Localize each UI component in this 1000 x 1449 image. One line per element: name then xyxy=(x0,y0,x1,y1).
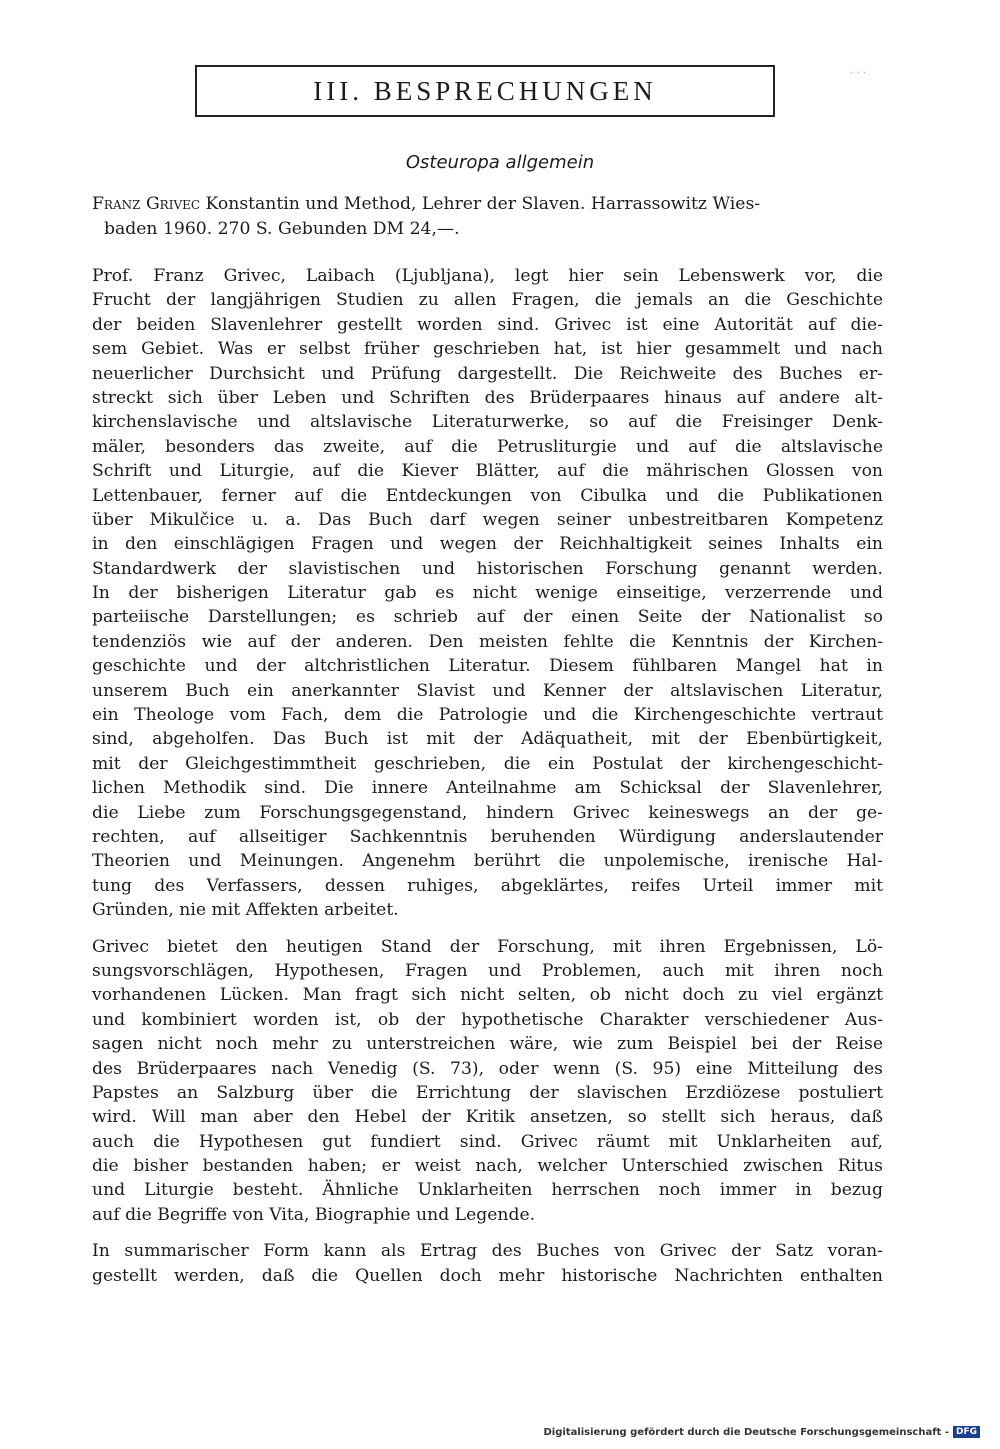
text-line: Gründen, nie mit Affekten arbeitet. xyxy=(92,900,399,921)
text-line: auch die Hypothesen gut fundiert sind. Grivec räumt mit Unklarheiten auf, xyxy=(92,1131,883,1152)
page-title: III. BESPRECHUNGEN xyxy=(313,75,657,106)
text-line: streckt sich über Leben und Schriften des Brüderpaares hinaus auf andere alt- xyxy=(92,387,883,408)
text-line: kirchenslavische und altslavische Literaturwerke, so auf die Freisinger Denk- xyxy=(92,412,883,433)
text-line: neuerlicher Durchsicht und Prüfung dargestellt. Die Reichweite des Buches er- xyxy=(92,363,883,384)
author-first-name: Franz xyxy=(92,194,141,214)
text-line: der beiden Slavenlehrer gestellt worden sind. Grivec ist eine Autorität auf die- xyxy=(92,314,883,335)
text-line: und kombiniert worden ist, ob der hypothetische Charakter verschiedener Aus- xyxy=(92,1009,883,1030)
section-header-box xyxy=(195,65,775,117)
review-body xyxy=(92,264,883,1300)
text-line: In summarischer Form kann als Ertrag des Buches von Grivec der Satz voran- xyxy=(92,1241,883,1262)
section-title: Osteuropa allgemein xyxy=(405,152,595,173)
text-line: Prof. Franz Grivec, Laibach (Ljubljana), legt hier sein Lebenswerk vor, die xyxy=(92,266,883,286)
scan-artifact: · · · xyxy=(850,68,866,79)
paragraph xyxy=(92,1239,883,1288)
bib-line-2: baden 1960. 270 S. Gebunden DM 24,—. xyxy=(104,219,460,239)
text-line: die bisher bestanden haben; er weist nach, welcher Unterschied zwischen Ritus xyxy=(92,1156,883,1177)
bib-line-1 xyxy=(92,192,883,217)
text-line: lichen Methodik sind. Die innere Anteilnahme am Schicksal der Slavenlehrer, xyxy=(92,778,883,799)
text-line: über Mikulčice u. a. Das Buch darf wegen seiner unbestreitbaren Kompetenz xyxy=(92,509,883,530)
text-line: sagen nicht noch mehr zu unterstreichen wäre, wie zum Beispiel bei der Reise xyxy=(92,1034,883,1055)
footer xyxy=(543,1426,980,1438)
text-line: in den einschlägigen Fragen und wegen der Reichhaltigkeit seines Inhalts ein xyxy=(92,534,883,555)
text-line: Standardwerk der slavistischen und historischen Forschung genannt werden. xyxy=(92,558,883,579)
text-line: rechten, auf allseitiger Sachkenntnis beruhenden Würdigung anderslautender xyxy=(92,826,883,847)
text-line: Frucht der langjährigen Studien zu allen Fragen, die jemals an die Geschichte xyxy=(92,290,883,311)
text-line: mit der Gleichgestimmtheit geschrieben, die ein Postulat der kirchengeschicht- xyxy=(92,753,883,774)
bibliographic-entry xyxy=(92,192,883,242)
text-line: tendenziös wie auf der anderen. Den meisten fehlte die Kenntnis der Kirchen- xyxy=(92,631,883,652)
text-line: gestellt werden, daß die Quellen doch mehr historische Nachrichten enthalten xyxy=(92,1265,883,1286)
text-line: In der bisherigen Literatur gab es nicht wenige einseitige, verzerrende und xyxy=(92,583,883,604)
paragraph xyxy=(92,935,883,1228)
author-last-name: Grivec xyxy=(145,194,201,214)
text-line: Schrift und Liturgie, auf die Kiever Blätter, auf die mährischen Glossen von xyxy=(92,461,883,482)
text-line: vorhandenen Lücken. Man fragt sich nicht selten, ob nicht doch zu viel ergänzt xyxy=(92,985,883,1006)
text-line: Theorien und Meinungen. Angenehm berührt die unpolemische, irenische Hal- xyxy=(92,851,883,872)
paragraph xyxy=(92,264,883,923)
text-line: Lettenbauer, ferner auf die Entdeckungen von Cibulka und die Publikationen xyxy=(92,485,883,506)
text-line: tung des Verfassers, dessen ruhiges, abgeklärtes, reifes Urteil immer mit xyxy=(92,875,883,896)
text-line: und Liturgie besteht. Ähnliche Unklarheiten herrschen noch immer in bezug xyxy=(92,1180,883,1201)
text-line: Papstes an Salzburg über die Errichtung der slavischen Erzdiözese postuliert xyxy=(92,1082,883,1103)
text-line: sem Gebiet. Was er selbst früher geschrieben hat, ist hier gesammelt und nach xyxy=(92,339,883,360)
text-line: sind, abgeholfen. Das Buch ist mit der Adäquatheit, mit der Ebenbürtigkeit, xyxy=(92,729,883,750)
text-line: unserem Buch ein anerkannter Slavist und Kenner der altslavischen Literatur, xyxy=(92,680,883,701)
text-line: die Liebe zum Forschungsgegenstand, hindern Grivec keineswegs an der ge- xyxy=(92,802,883,823)
text-line: wird. Will man aber den Hebel der Kritik ansetzen, so stellt sich heraus, daß xyxy=(92,1107,883,1128)
text-line: des Brüderpaares nach Venedig (S. 73), oder wenn (S. 95) eine Mitteilung des xyxy=(92,1058,883,1079)
text-line: Grivec bietet den heutigen Stand der Forschung, mit ihren Ergebnissen, Lö- xyxy=(92,936,883,957)
footer-credit: Digitalisierung gefördert durch die Deutsche Forschungsgemeinschaft - xyxy=(543,1426,949,1438)
text-line: sungsvorschlägen, Hypothesen, Fragen und Problemen, auch mit ihren noch xyxy=(92,960,883,981)
bib-title: Konstantin und Method, Lehrer der Slaven. Harrassowitz Wies- xyxy=(200,194,761,214)
text-line: auf die Begriffe von Vita, Biographie und Legende. xyxy=(92,1204,536,1225)
dfg-logo-icon: DFG xyxy=(953,1426,980,1438)
text-line: geschichte und der altchristlichen Literatur. Diesem fühlbaren Mangel hat in xyxy=(92,656,883,677)
text-line: ein Theologe vom Fach, dem die Patrologie und die Kirchengeschichte vertraut xyxy=(92,705,883,726)
text-line: parteiische Darstellungen; es schrieb auf der einen Seite der Nationalist so xyxy=(92,607,883,628)
text-line: mäler, besonders das zweite, auf die Petrusliturgie und auf die altslavische xyxy=(92,436,883,457)
